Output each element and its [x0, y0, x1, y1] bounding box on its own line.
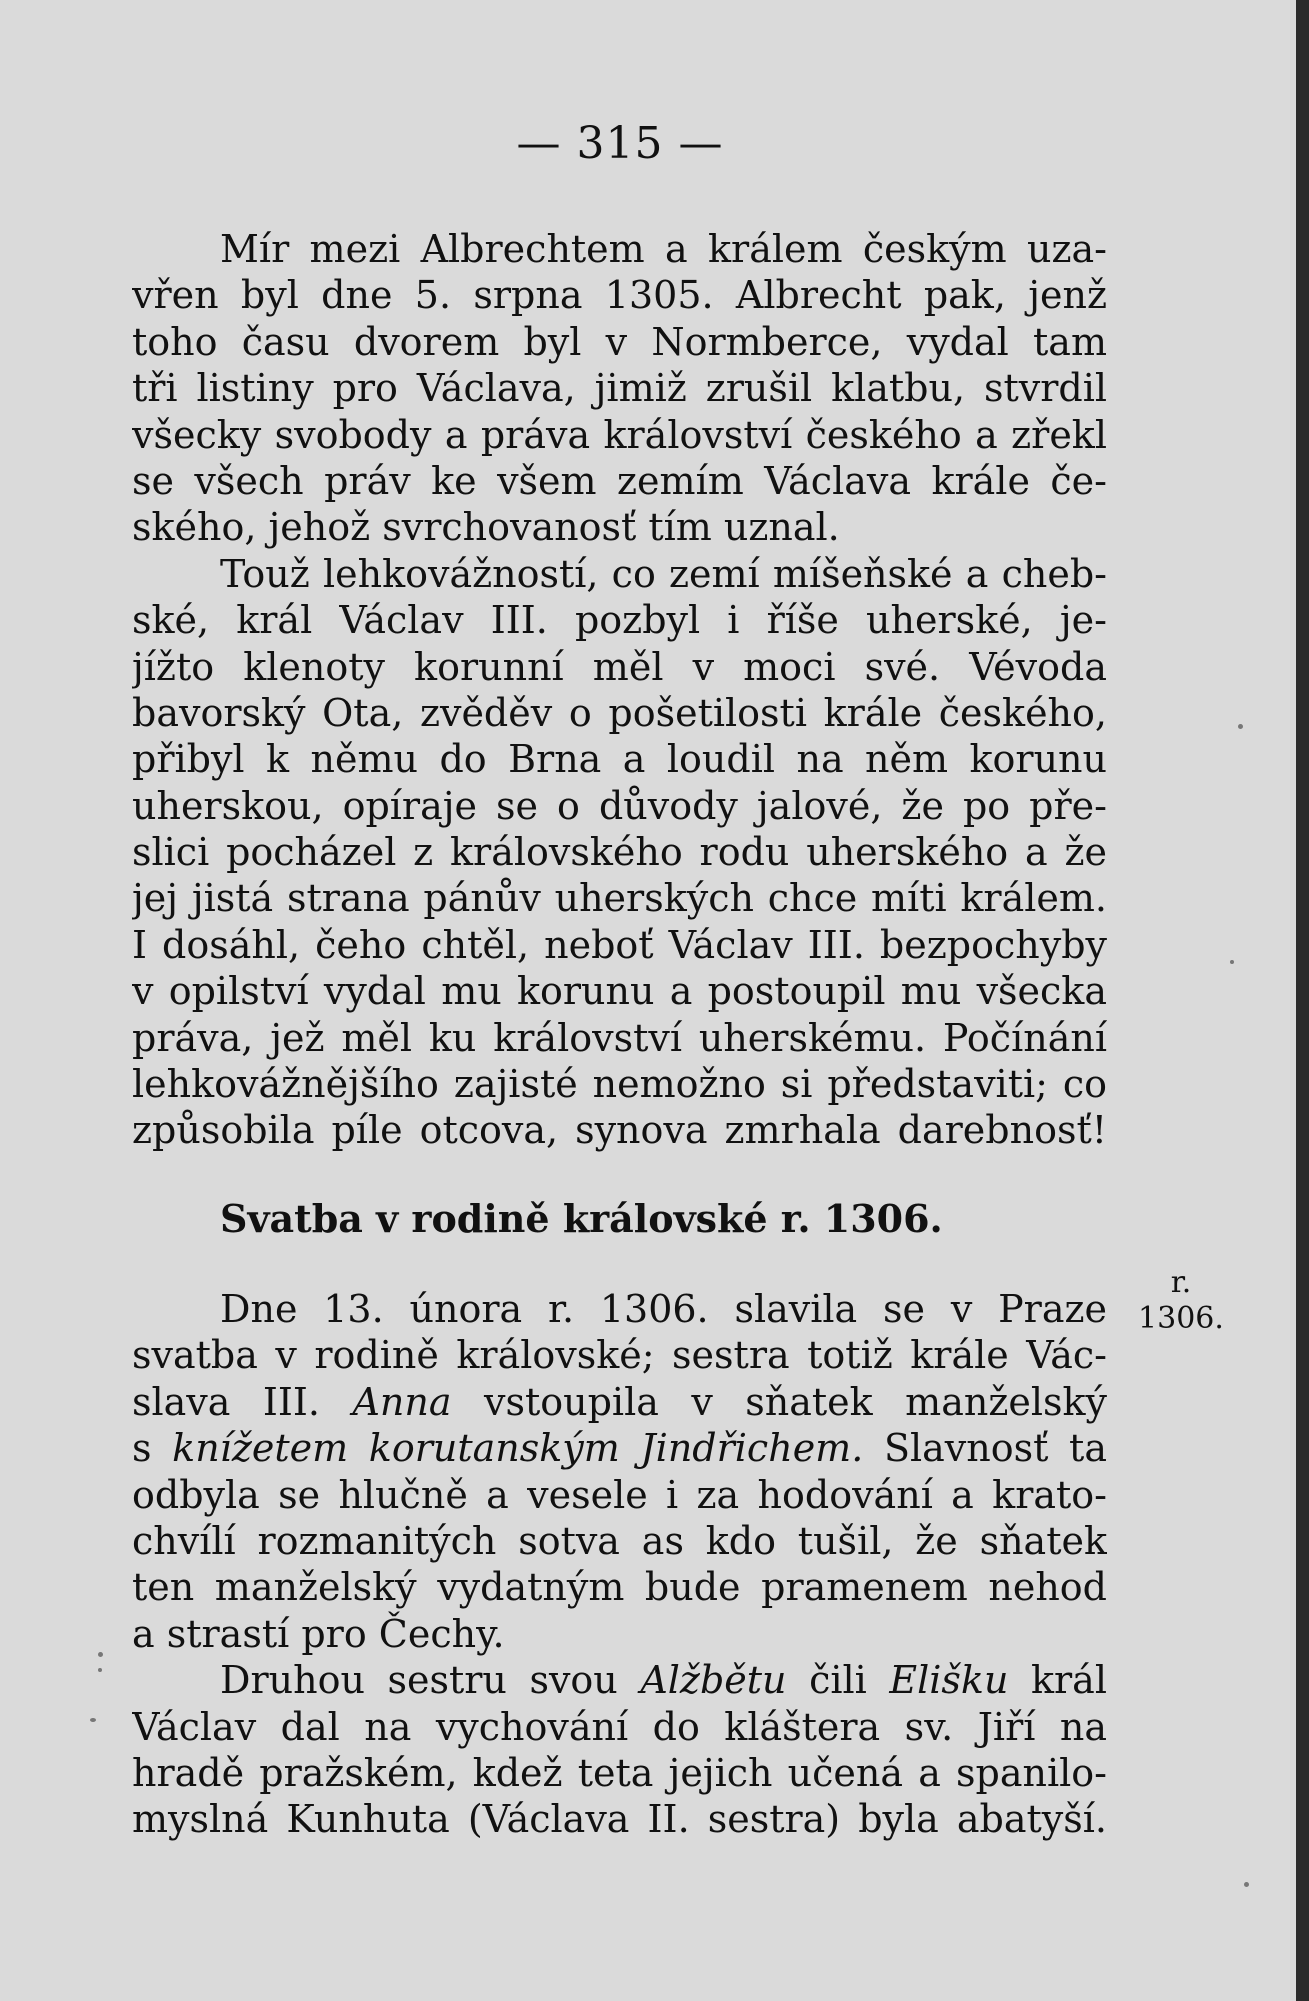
text-line: přibyl k němu do Brna a loudil na něm korunu	[132, 737, 1107, 782]
text-line: se všech práv ke všem zemím Václava krále če-	[132, 458, 1107, 503]
text-run: odbyla se hlučně a vesele i za hodování a krato-	[132, 1472, 1107, 1517]
text-run: chvílí rozmanitých sotva as kdo tušil, že sňatek	[132, 1518, 1107, 1563]
text-line	[132, 1704, 1107, 1750]
text-run: Václav dal na vychování do kláštera sv. Jiří na	[132, 1704, 1107, 1749]
text-line	[132, 1286, 1107, 1332]
text-run: Slavnosť ta	[863, 1426, 1107, 1471]
page-edge	[1296, 0, 1309, 2001]
text-line	[132, 1332, 1107, 1378]
text-line: Touž lehkovážností, co zemí míšeňské a cheb-	[220, 551, 1107, 596]
text-line: Mír mezi Albrechtem a králem českým uza-	[220, 227, 1107, 271]
text-run: král	[1008, 1658, 1107, 1703]
text-line	[132, 1564, 1107, 1610]
text-line: práva, jež měl ku království uherskému. Počínání	[132, 1015, 1107, 1060]
italic-text: Alžbětu	[640, 1658, 787, 1703]
text-line: slici pocházel z královského rodu uherského a že	[132, 830, 1107, 875]
print-speck	[1230, 960, 1234, 964]
text-line: tři listiny pro Václava, jimiž zrušil klatbu, stvrdil	[132, 366, 1107, 411]
text-run: ten manželský vydatným bude pramenem nehod	[132, 1565, 1107, 1610]
margin-note-line: 1306.	[1138, 1301, 1224, 1336]
text-line	[132, 1518, 1107, 1564]
print-speck	[98, 1668, 102, 1672]
text-run: a strastí pro Čechy.	[132, 1611, 505, 1656]
print-speck	[98, 1652, 103, 1657]
text-line	[132, 1796, 1107, 1842]
margin-note-line: r.	[1170, 1265, 1192, 1300]
text-line: vřen byl dne 5. srpna 1305. Albrecht pak, jenž	[132, 273, 1107, 318]
text-run: myslná Kunhuta (Václava II. sestra) byla abatyší.	[132, 1797, 1107, 1842]
text-run: s	[132, 1426, 173, 1471]
text-run: čili	[786, 1658, 890, 1703]
print-speck	[1244, 1882, 1249, 1887]
print-speck	[90, 1718, 96, 1722]
text-block-second	[132, 1286, 1107, 1843]
print-speck	[1238, 724, 1243, 729]
text-line: I dosáhl, čeho chtěl, neboť Václav III. bezpochyby	[132, 922, 1107, 967]
text-line	[132, 1750, 1107, 1796]
text-run: slava III.	[132, 1379, 353, 1424]
text-line: uherskou, opíraje se o důvody jalové, že po pře-	[132, 783, 1107, 828]
margin-note	[1126, 1265, 1236, 1337]
text-run: Druhou sestru svou	[220, 1658, 641, 1703]
page-number: — 315 —	[516, 118, 724, 169]
text-line	[132, 1657, 1107, 1703]
text-line	[132, 1425, 1107, 1471]
text-line: jížto klenoty korunní měl v moci své. Vévoda	[132, 644, 1107, 689]
italic-text: Elišku	[889, 1658, 1009, 1703]
text-line: lehkovážnějšího zajisté nemožno si představiti; co	[132, 1062, 1107, 1107]
text-line: ského, jehož svrchovanosť tím uznal.	[132, 505, 840, 550]
text-block-first	[132, 226, 1107, 1154]
text-line: jej jistá strana pánův uherských chce míti králem.	[132, 876, 1107, 921]
text-line	[132, 1379, 1107, 1425]
italic-text: knížetem korutanským Jindřichem.	[172, 1426, 864, 1471]
text-run: hradě pražském, kdež teta jejich učená a spanilo-	[132, 1750, 1107, 1795]
text-line	[132, 1472, 1107, 1518]
text-run: vstoupila v sňatek manželský	[451, 1379, 1107, 1424]
text-line	[132, 1611, 1107, 1657]
text-line: bavorský Ota, zvěděv o pošetilosti krále českého,	[132, 690, 1107, 735]
section-heading: Svatba v rodině královské r. 1306.	[220, 1196, 943, 1241]
text-line: ské, král Václav III. pozbyl i říše uherské, je-	[132, 598, 1107, 643]
text-line: způsobila píle otcova, synova zmrhala darebnosť!	[132, 1108, 1107, 1153]
text-run: svatba v rodině královské; sestra totiž krále Vác-	[132, 1333, 1107, 1378]
italic-text: Anna	[352, 1379, 452, 1424]
text-run: Dne 13. února r. 1306. slavila se v Praze	[220, 1287, 1107, 1331]
text-line: toho času dvorem byl v Normberce, vydal tam	[132, 319, 1107, 364]
text-line: všecky svobody a práva království českého a zřekl	[132, 412, 1107, 457]
text-line: v opilství vydal mu korunu a postoupil mu všecka	[132, 969, 1107, 1014]
